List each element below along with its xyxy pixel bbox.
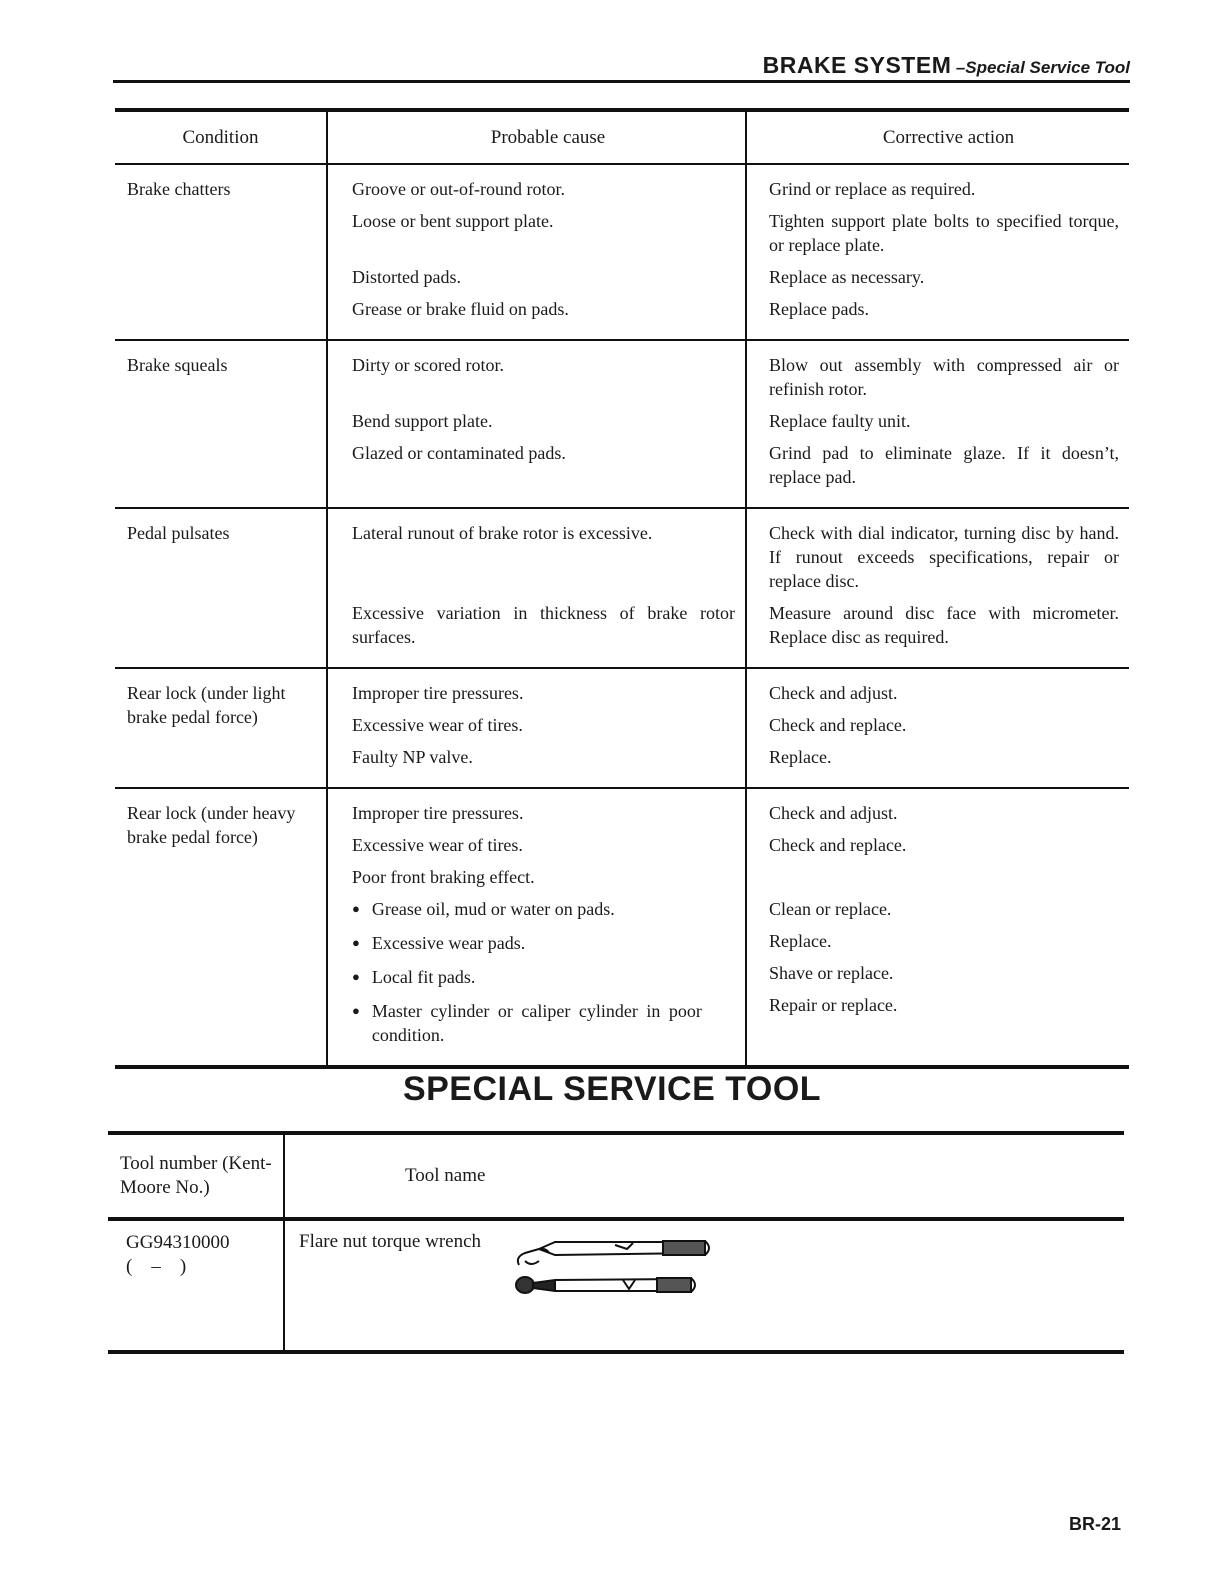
tool-name-cell (284, 1219, 1124, 1352)
action: Replace as necessary. (769, 267, 925, 287)
col-condition: Condition (115, 110, 327, 164)
table-row (115, 508, 1129, 668)
tool-number: GG94310000 (126, 1232, 230, 1253)
condition: Brake squeals (127, 355, 228, 375)
action: Repair or replace. (769, 995, 898, 1015)
action: Tighten support plate bolts to specified torque, or replace plate. (769, 211, 1119, 255)
section-subtitle: –Special Service Tool (955, 58, 1130, 77)
table-row (115, 340, 1129, 508)
troubleshooting-table (115, 108, 1129, 1069)
cause: Excessive variation in thickness of brake rotor surfaces. (352, 603, 735, 647)
col-tool-name: Tool name (284, 1133, 1124, 1219)
cause: Distorted pads. (352, 267, 461, 287)
special-service-tool-title: SPECIAL SERVICE TOOL (402, 1070, 822, 1108)
action: Check and adjust. (769, 803, 898, 823)
cause: Bend support plate. (352, 411, 493, 431)
action: Grind or replace as required. (769, 179, 976, 199)
cause: Excessive wear of tires. (352, 715, 523, 735)
cause: Loose or bent support plate. (352, 211, 554, 231)
cause-bullet: ● Excessive wear pads. (352, 931, 735, 957)
action: Replace faulty unit. (769, 411, 911, 431)
condition: Rear lock (under heavy brake pedal force) (127, 803, 296, 847)
tool-number-cell (108, 1219, 284, 1352)
action: Blow out assembly with compressed air or refinish rotor. (769, 355, 1119, 399)
cause: Excessive wear of tires. (352, 835, 523, 855)
condition: Pedal pulsates (127, 523, 230, 543)
table-row (115, 668, 1129, 788)
action: Measure around disc face with micrometer. Replace disc as required. (769, 603, 1119, 647)
table-row (115, 164, 1129, 340)
cause: Dirty or scored rotor. (352, 355, 504, 375)
action: Check and replace. (769, 835, 907, 855)
cause: Lateral runout of brake rotor is excessive. (352, 523, 653, 543)
special-tool-table (108, 1131, 1124, 1354)
condition: Rear lock (under light brake pedal force) (127, 683, 286, 727)
tool-header-row (108, 1133, 1124, 1219)
page-header (763, 52, 1130, 79)
cause: Groove or out-of-round rotor. (352, 179, 565, 199)
torque-wrench-illustration (515, 1233, 725, 1313)
action: Replace pads. (769, 299, 869, 319)
action: Replace. (769, 747, 832, 767)
cause: Grease or brake fluid on pads. (352, 299, 569, 319)
col-probable-cause: Probable cause (327, 110, 746, 164)
header-rule (113, 80, 1130, 83)
col-corrective-action: Corrective action (746, 110, 1129, 164)
action: Clean or replace. (769, 899, 892, 919)
tool-name: Flare nut torque wrench (299, 1231, 482, 1252)
action: Replace. (769, 931, 832, 951)
cause-bullet: ● Local fit pads. (352, 965, 735, 991)
cause: Improper tire pressures. (352, 803, 524, 823)
cause: Improper tire pressures. (352, 683, 524, 703)
condition: Brake chatters (127, 179, 231, 199)
tool-row (108, 1219, 1124, 1352)
action: Check and replace. (769, 715, 907, 735)
cause: Glazed or contaminated pads. (352, 443, 566, 463)
col-tool-number: Tool number (Kent-Moore No.) (108, 1133, 284, 1219)
action: Shave or replace. (769, 963, 894, 983)
action (769, 865, 1119, 889)
action: Grind pad to eliminate glaze. If it doesn’t, replace pad. (769, 443, 1119, 487)
action: Check with dial indicator, turning disc by hand. If runout exceeds specifications, repair or replace disc. (769, 523, 1119, 591)
table-header-row (115, 110, 1129, 164)
table-row (115, 788, 1129, 1067)
kent-moore-number: ( – ) (126, 1256, 187, 1277)
section-title: BRAKE SYSTEM (762, 52, 952, 78)
cause: Poor front braking effect. (352, 867, 535, 887)
cause-bullet: ● Master cylinder or caliper cylinder in poor condition. (352, 999, 735, 1047)
cause: Faulty NP valve. (352, 747, 473, 767)
page-number: BR-21 (1068, 1514, 1121, 1534)
cause-bullet: ● Grease oil, mud or water on pads. (352, 897, 735, 923)
action: Check and adjust. (769, 683, 898, 703)
